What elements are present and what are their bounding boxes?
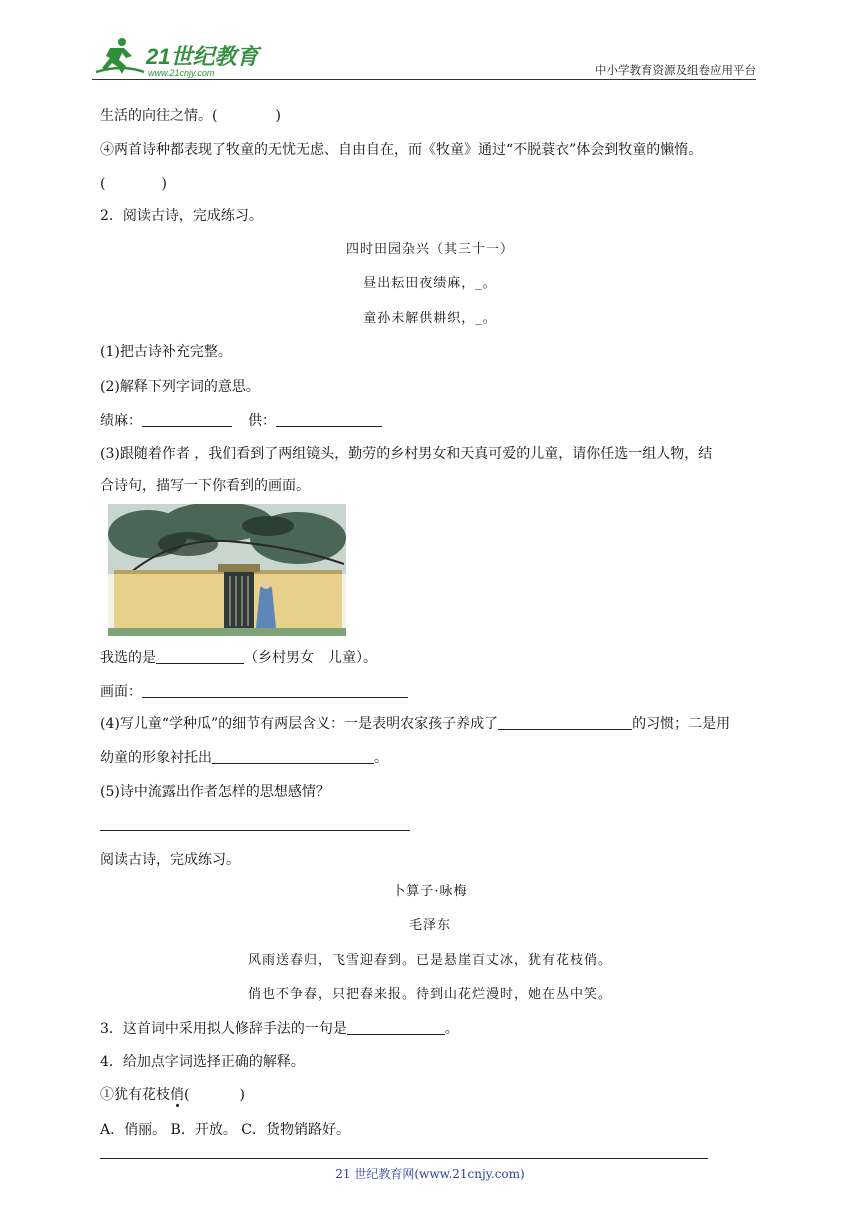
sub-question-4-line1: (4)写儿童“学种瓜”的细节有两层含义：一是表明农家孩子养成了 的习惯；二是用 <box>100 716 731 732</box>
blank-personification[interactable] <box>347 1020 445 1035</box>
scene-line: 画面： <box>100 682 408 702</box>
dotted-character: 俏 <box>170 1087 184 1103</box>
poem1-line2: 童孙未解供耕织，_。 <box>363 311 497 326</box>
question-4-options: A．俏丽。 B．开放。 C．货物销路好。 <box>100 1122 351 1138</box>
site-logo <box>92 34 292 80</box>
question-4: 4．给加点字词选择正确的解释。 <box>100 1054 305 1070</box>
blank-choice[interactable] <box>156 649 244 664</box>
question-2: 2．阅读古诗，完成练习。 <box>100 208 263 224</box>
blank-contrast[interactable] <box>212 749 374 764</box>
sub-question-5: (5)诗中流露出作者怎样的思想感情？ <box>100 784 330 800</box>
poem2-author: 毛泽东 <box>408 918 451 933</box>
footer-text[interactable]: 21 世纪教育网(www.21cnjy.com) <box>335 1167 525 1181</box>
question-4-item-1: ①犹有花枝俏( ) <box>100 1087 245 1103</box>
sub-question-3-line2: 合诗句，描写一下你看到的画面。 <box>100 478 310 494</box>
poem2-line2: 俏也不争春，只把春来报。待到山花烂漫时，她在丛中笑。 <box>247 987 612 1002</box>
page-header <box>92 34 756 80</box>
header-divider <box>92 79 756 80</box>
ink-painting-illustration <box>108 504 346 636</box>
blank-scene[interactable] <box>142 683 408 698</box>
svg-text:21世纪教育: 21世纪教育 <box>146 44 259 69</box>
sub-question-4-line2: 幼童的形象衬托出 。 <box>100 750 388 766</box>
poem1-line1: 昼出耘田夜绩麻，_。 <box>363 276 497 291</box>
poem1-title: 四时田园杂兴（其三十一） <box>345 242 514 257</box>
blank-gong[interactable] <box>276 412 382 427</box>
svg-text:www.21cnjy.com: www.21cnjy.com <box>148 68 215 78</box>
sub-question-2: (2)解释下列字词的意思。 <box>100 379 260 395</box>
blank-jima[interactable] <box>142 412 232 427</box>
definition-blanks: 绩麻： 供： <box>100 411 382 431</box>
footer-divider <box>100 1158 708 1159</box>
poem2-title: 卜算子·咏梅 <box>392 884 468 899</box>
poem2-line1: 风雨送春归，飞雪迎春到。已是悬崖百丈冰，犹有花枝俏。 <box>247 953 612 968</box>
answer-paren: ( ) <box>100 176 167 192</box>
blank-habit[interactable] <box>498 715 632 730</box>
sub-question-1: (1)把古诗补充完整。 <box>100 344 232 360</box>
reading-instruction: 阅读古诗，完成练习。 <box>100 852 240 868</box>
blank-feeling[interactable] <box>100 816 410 831</box>
sub-question-3-line1: (3)跟随着作者 ，我们看到了两组镜头，勤劳的乡村男女和天真可爱的儿童，请你任选一组人物，结 <box>100 446 713 462</box>
statement-4: ④两首诗种都表现了牧童的无忧无虑、自由自在，而《牧童》通过“不脱蓑衣”体会到牧童的懒惰。 <box>100 142 703 158</box>
answer-line-5 <box>100 815 410 835</box>
question-3: 3．这首词中采用拟人修辞手法的一句是 。 <box>100 1021 459 1037</box>
text-line: 生活的向往之情。( ) <box>100 108 281 124</box>
header-platform-text: 中小学教育资源及组卷应用平台 <box>595 63 756 77</box>
choice-line: 我选的是 （乡村男女 儿童）。 <box>100 650 377 666</box>
